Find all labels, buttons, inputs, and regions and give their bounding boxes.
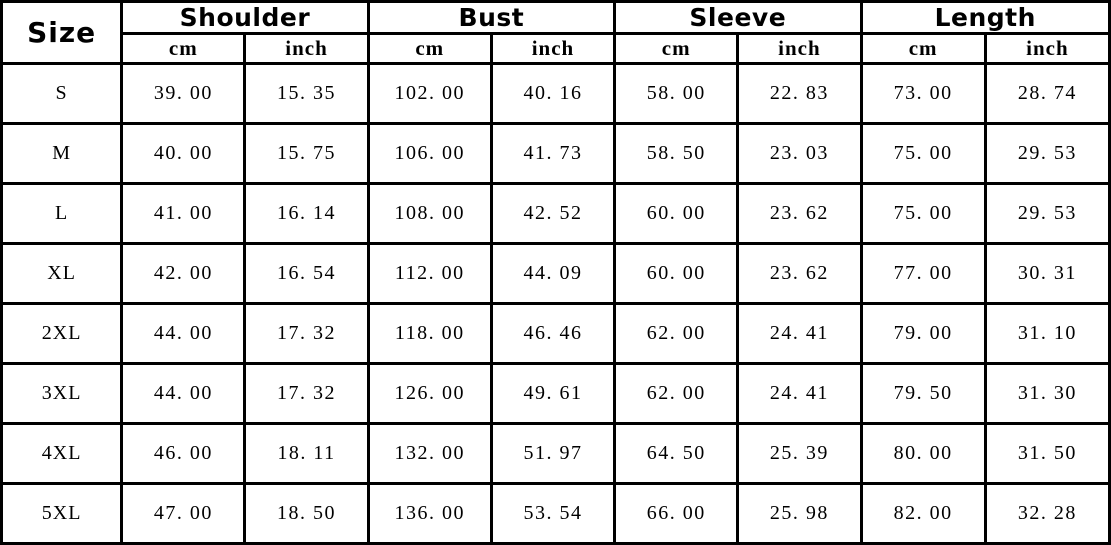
cell-value: 28. 74 <box>985 64 1109 124</box>
cell-value: 47. 00 <box>122 484 245 544</box>
table-row <box>2 124 1110 184</box>
cell-value: 23. 62 <box>738 244 861 304</box>
cell-value: 64. 50 <box>615 424 738 484</box>
header-unit-length-inch: inch <box>985 34 1109 64</box>
cell-value: 44. 00 <box>122 364 245 424</box>
cell-value: 73. 00 <box>861 64 985 124</box>
cell-value: 75. 00 <box>861 124 985 184</box>
table-row <box>2 484 1110 544</box>
cell-value: 22. 83 <box>738 64 861 124</box>
cell-value: 23. 62 <box>738 184 861 244</box>
cell-value: 49. 61 <box>491 364 614 424</box>
cell-value: 112. 00 <box>368 244 491 304</box>
cell-value: 32. 28 <box>985 484 1109 544</box>
header-unit-sleeve-cm: cm <box>615 34 738 64</box>
row-size-label: 2XL <box>2 304 122 364</box>
table-row <box>2 424 1110 484</box>
cell-value: 108. 00 <box>368 184 491 244</box>
cell-value: 31. 50 <box>985 424 1109 484</box>
table-header-group-row <box>2 2 1110 34</box>
cell-value: 39. 00 <box>122 64 245 124</box>
cell-value: 132. 00 <box>368 424 491 484</box>
cell-value: 62. 00 <box>615 304 738 364</box>
cell-value: 75. 00 <box>861 184 985 244</box>
header-unit-bust-cm: cm <box>368 34 491 64</box>
cell-value: 16. 14 <box>245 184 368 244</box>
header-unit-shoulder-inch: inch <box>245 34 368 64</box>
table-row <box>2 304 1110 364</box>
header-unit-shoulder-cm: cm <box>122 34 245 64</box>
header-group-shoulder: Shoulder <box>122 2 368 34</box>
table-header-unit-row <box>2 34 1110 64</box>
table-row <box>2 244 1110 304</box>
row-size-label: M <box>2 124 122 184</box>
cell-value: 62. 00 <box>615 364 738 424</box>
header-group-bust: Bust <box>368 2 614 34</box>
cell-value: 79. 00 <box>861 304 985 364</box>
cell-value: 82. 00 <box>861 484 985 544</box>
table-row <box>2 364 1110 424</box>
row-size-label: 5XL <box>2 484 122 544</box>
cell-value: 46. 00 <box>122 424 245 484</box>
row-size-label: S <box>2 64 122 124</box>
cell-value: 106. 00 <box>368 124 491 184</box>
cell-value: 60. 00 <box>615 244 738 304</box>
cell-value: 42. 52 <box>491 184 614 244</box>
header-unit-sleeve-inch: inch <box>738 34 861 64</box>
cell-value: 136. 00 <box>368 484 491 544</box>
cell-value: 51. 97 <box>491 424 614 484</box>
table-row <box>2 64 1110 124</box>
cell-value: 118. 00 <box>368 304 491 364</box>
cell-value: 16. 54 <box>245 244 368 304</box>
cell-value: 25. 39 <box>738 424 861 484</box>
header-unit-length-cm: cm <box>861 34 985 64</box>
cell-value: 66. 00 <box>615 484 738 544</box>
cell-value: 29. 53 <box>985 184 1109 244</box>
cell-value: 77. 00 <box>861 244 985 304</box>
header-group-sleeve: Sleeve <box>615 2 861 34</box>
row-size-label: L <box>2 184 122 244</box>
row-size-label: 4XL <box>2 424 122 484</box>
cell-value: 25. 98 <box>738 484 861 544</box>
cell-value: 44. 00 <box>122 304 245 364</box>
cell-value: 80. 00 <box>861 424 985 484</box>
row-size-label: XL <box>2 244 122 304</box>
cell-value: 40. 00 <box>122 124 245 184</box>
cell-value: 15. 75 <box>245 124 368 184</box>
cell-value: 24. 41 <box>738 364 861 424</box>
cell-value: 31. 10 <box>985 304 1109 364</box>
cell-value: 102. 00 <box>368 64 491 124</box>
cell-value: 53. 54 <box>491 484 614 544</box>
cell-value: 60. 00 <box>615 184 738 244</box>
cell-value: 79. 50 <box>861 364 985 424</box>
cell-value: 30. 31 <box>985 244 1109 304</box>
cell-value: 15. 35 <box>245 64 368 124</box>
header-unit-bust-inch: inch <box>491 34 614 64</box>
cell-value: 17. 32 <box>245 304 368 364</box>
header-group-length: Length <box>861 2 1109 34</box>
cell-value: 41. 00 <box>122 184 245 244</box>
cell-value: 18. 50 <box>245 484 368 544</box>
header-size: Size <box>2 2 122 64</box>
cell-value: 58. 00 <box>615 64 738 124</box>
row-size-label: 3XL <box>2 364 122 424</box>
cell-value: 31. 30 <box>985 364 1109 424</box>
cell-value: 18. 11 <box>245 424 368 484</box>
cell-value: 24. 41 <box>738 304 861 364</box>
table-row <box>2 184 1110 244</box>
cell-value: 126. 00 <box>368 364 491 424</box>
cell-value: 46. 46 <box>491 304 614 364</box>
cell-value: 42. 00 <box>122 244 245 304</box>
cell-value: 17. 32 <box>245 364 368 424</box>
cell-value: 29. 53 <box>985 124 1109 184</box>
cell-value: 40. 16 <box>491 64 614 124</box>
cell-value: 23. 03 <box>738 124 861 184</box>
cell-value: 58. 50 <box>615 124 738 184</box>
cell-value: 41. 73 <box>491 124 614 184</box>
cell-value: 44. 09 <box>491 244 614 304</box>
